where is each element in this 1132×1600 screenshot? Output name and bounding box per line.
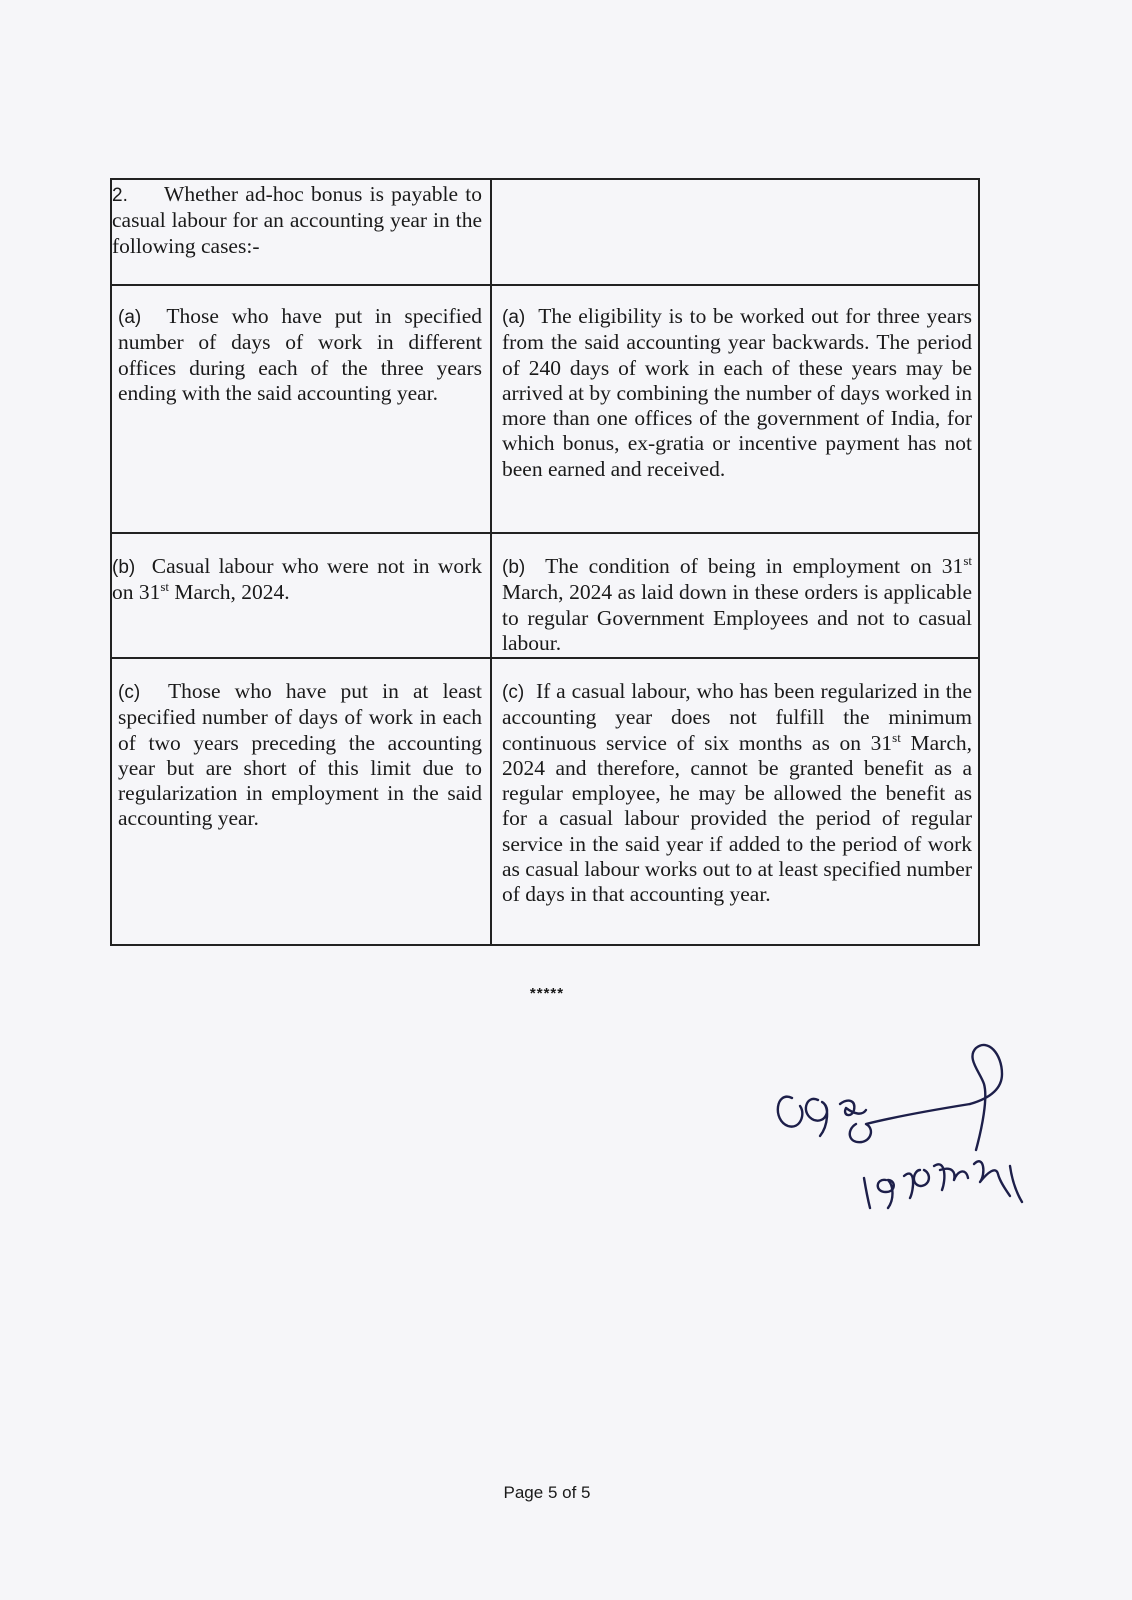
case-a-answer-marker: (a)	[502, 307, 526, 328]
table-row-b	[111, 533, 979, 658]
case-c-answer-cell	[491, 658, 979, 945]
case-b-question-cell	[111, 533, 491, 658]
question-answer-cell	[491, 179, 979, 285]
case-b-answer-post: March, 2024 as laid down in these orders is applicable to regular Government Employees and not to casual labour.	[502, 580, 972, 655]
handwritten-signature	[770, 1040, 1040, 1220]
table-row-a	[111, 285, 979, 533]
question-cell	[111, 179, 491, 285]
case-a-answer-cell	[491, 285, 979, 533]
case-c-answer-pre: If a casual labour, who has been regularized in the accounting year does not fulfill the minimum continuous service of six months as on 31	[502, 679, 973, 755]
case-a-answer	[492, 286, 978, 482]
case-a-question-cell	[111, 285, 491, 533]
case-a-question	[112, 286, 490, 406]
case-a-marker: (a)	[118, 307, 142, 328]
page-footer: Page 5 of 5	[503, 1483, 591, 1502]
case-b-answer	[492, 534, 978, 656]
case-b-question-post: March, 2024.	[169, 580, 290, 605]
case-b-question-pre: Casual labour who were not in work on 31	[112, 554, 483, 605]
case-b-question-sup: st	[160, 579, 170, 595]
case-c-answer-marker: (c)	[502, 682, 525, 703]
table-row-question	[111, 179, 979, 285]
case-c-question-cell	[111, 658, 491, 945]
case-c-answer-sup: st	[892, 729, 901, 745]
case-b-answer-sup: st	[963, 552, 972, 568]
case-b-answer-pre: The condition of being in employment on 31	[545, 554, 964, 578]
table-row-c	[111, 658, 979, 945]
case-b-answer-cell	[491, 533, 979, 658]
case-c-answer	[492, 659, 978, 908]
clarification-table	[110, 178, 980, 946]
case-b-marker: (b)	[112, 557, 136, 578]
case-c-marker: (c)	[118, 682, 141, 703]
question-body: Whether ad-hoc bonus is payable to casual labour for an accounting year in the following cases:-	[112, 182, 482, 258]
question-number: 2.	[112, 185, 128, 206]
case-a-question-text: Those who have put in specified number of days of work in different offices during each of the three years ending with the said accounting year.	[118, 304, 482, 405]
end-of-text-mark: *****	[529, 985, 565, 1002]
case-b-answer-marker: (b)	[502, 557, 526, 578]
case-c-question	[112, 659, 490, 832]
case-c-answer-post: March, 2024 and therefore, cannot be granted benefit as a regular employee, he may be allowed the benefit as for a casual labour provided the period of regular service in the said year if added to the period of work as casual labour works out to at least specified number of days in that accounting year.	[502, 730, 972, 907]
question-text	[112, 180, 490, 259]
case-a-answer-text: The eligibility is to be worked out for three years from the said accounting year backwards. The period of 240 days of work in each of these years may be arrived at by combining the number of days worked in more than one offices of the government of India, for which bonus, ex-gratia or incentive payment has not been earned and received.	[502, 304, 972, 481]
case-c-question-text: Those who have put in at least specified number of days of work in each of two years preceding the accounting year but are short of this limit due to regularization in employment in the said accounting year.	[118, 679, 482, 831]
case-b-question	[112, 534, 490, 606]
